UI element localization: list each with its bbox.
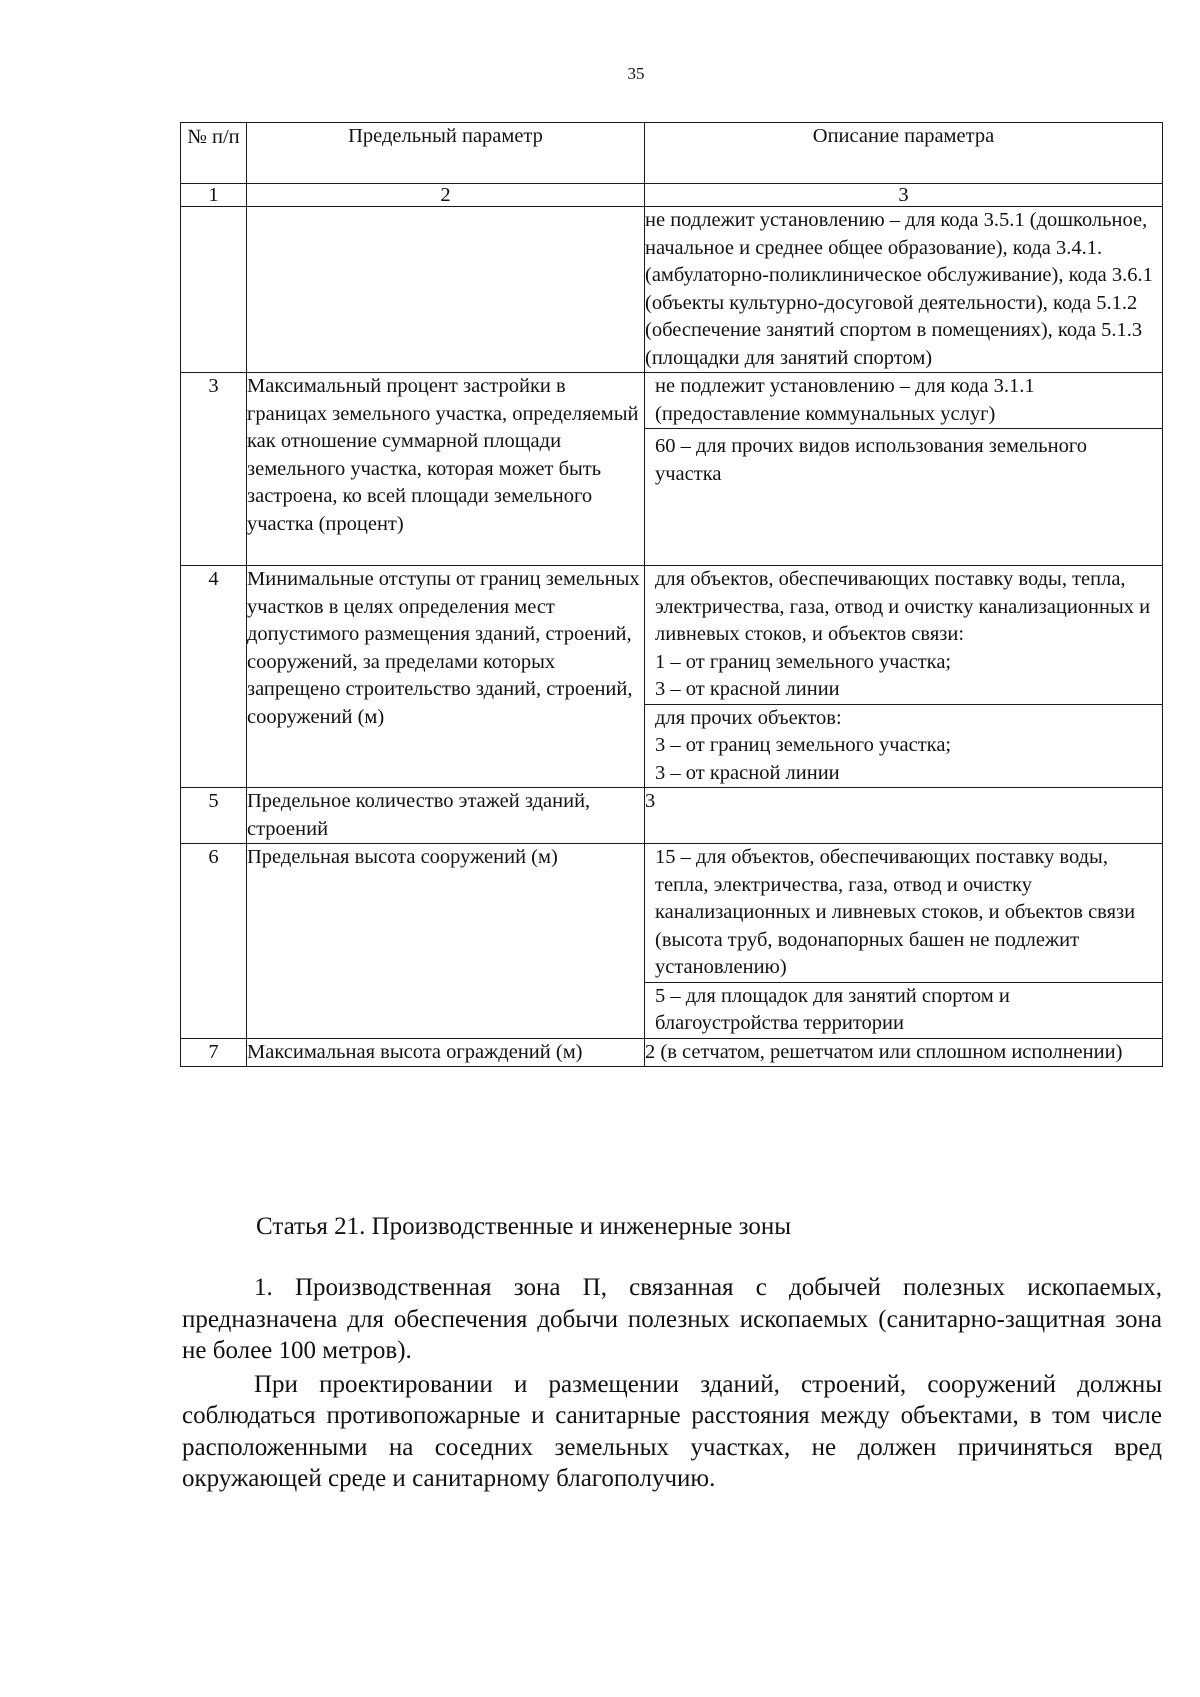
header-description: Описание параметра [645, 123, 1163, 184]
article-paragraph: При проектировании и размещении зданий, строений, сооружений должны соблюдаться противопожарные и санитарные расстояния между объектами, в том числе расположенными на соседних земельных участках, не должен причиняться вред окружающей среде и санитарному благополучию. [182, 1370, 1162, 1492]
description-item: для объектов, обеспечивающих поставку воды, тепла, электричества, газа, отвод и очистку канализационных и ливневых стоков, и объектов связи: 1 – от границ земельного участка; 3 – от красной линии [655, 568, 1151, 700]
description-item: 5 – для площадок для занятий спортом и благоустройства территории [645, 982, 1162, 1038]
description-item: 15 – для объектов, обеспечивающих поставку воды, тепла, электричества, газа, отвод и очистку канализационных и ливневых стоков, и объектов связи (высота труб, водонапорных башен не подлежит установлению) [655, 846, 1136, 978]
table-row [181, 207, 1163, 373]
table-row [181, 566, 1163, 788]
description-item: не подлежит установлению – для кода 3.1.1 (предоставление коммунальных услуг) [655, 375, 1035, 425]
row-description [645, 1038, 1163, 1067]
row-description [645, 207, 1163, 373]
article-paragraph: 1. Производственная зона П, связанная с добычей полезных ископаемых, предназначена для обеспечения добычи полезных ископаемых (санитарно-защитная зона не более 100 метров). [182, 1274, 1162, 1364]
column-number-row [181, 184, 1163, 207]
row-parameter: Предельное количество этажей зданий, строений [247, 788, 645, 844]
row-parameter: Предельная высота сооружений (м) [247, 844, 645, 1039]
row-number: 6 [181, 844, 247, 1039]
row-number: 4 [181, 566, 247, 788]
column-number: 1 [181, 184, 247, 207]
row-description [645, 566, 1163, 788]
table-row [181, 844, 1163, 1039]
header-number: № п/п [181, 123, 247, 184]
row-description [645, 788, 1163, 844]
article-title: Статья 21. Производственные и инженерные зоны [256, 1213, 792, 1240]
description-item: 3 [645, 790, 656, 812]
table-row [181, 1038, 1163, 1067]
description-item: не подлежит установлению – для кода 3.5.1 (дошкольное, начальное и среднее общее образование), кода 3.4.1. (амбулаторно-поликлиническое обслуживание), кода 3.6.1 (объекты культурно-досуговой деятельности), кода 5.1.2 (обеспечение занятий спортом в помещениях), кода 5.1.3 (площадки для занятий спортом) [645, 209, 1153, 369]
row-parameter: Максимальный процент застройки в границах земельного участка, определяемый как отношение суммарной площади земельного участка, которая может быть застроена, ко всей площади земельного участка (процент) [247, 373, 645, 566]
row-parameter: Минимальные отступы от границ земельных участков в целях определения мест допустимого размещения зданий, строений, сооружений, за пределами которых запрещено строительство зданий, строений, сооружений (м) [247, 566, 645, 788]
page-number: 35 [627, 64, 645, 83]
description-item: для прочих объектов: 3 – от границ земельного участка; 3 – от красной линии [645, 704, 1162, 788]
row-parameter [247, 207, 645, 373]
parameters-table [180, 122, 1163, 1067]
row-number: 5 [181, 788, 247, 844]
header-parameter: Предельный параметр [247, 123, 645, 184]
row-description [645, 844, 1163, 1039]
row-number [181, 207, 247, 373]
table-row [181, 373, 1163, 566]
description-item: 2 (в сетчатом, решетчатом или сплошном исполнении) [645, 1040, 1123, 1063]
article-body [182, 1272, 1162, 1497]
column-number: 3 [645, 184, 1163, 207]
row-description [645, 373, 1163, 566]
column-number: 2 [247, 184, 645, 207]
row-number: 3 [181, 373, 247, 566]
row-number: 7 [181, 1038, 247, 1067]
description-item: 60 – для прочих видов использования земельного участка [645, 428, 1162, 565]
table-row [181, 788, 1163, 844]
table-header-row [181, 123, 1163, 184]
row-parameter: Максимальная высота ограждений (м) [247, 1038, 645, 1067]
